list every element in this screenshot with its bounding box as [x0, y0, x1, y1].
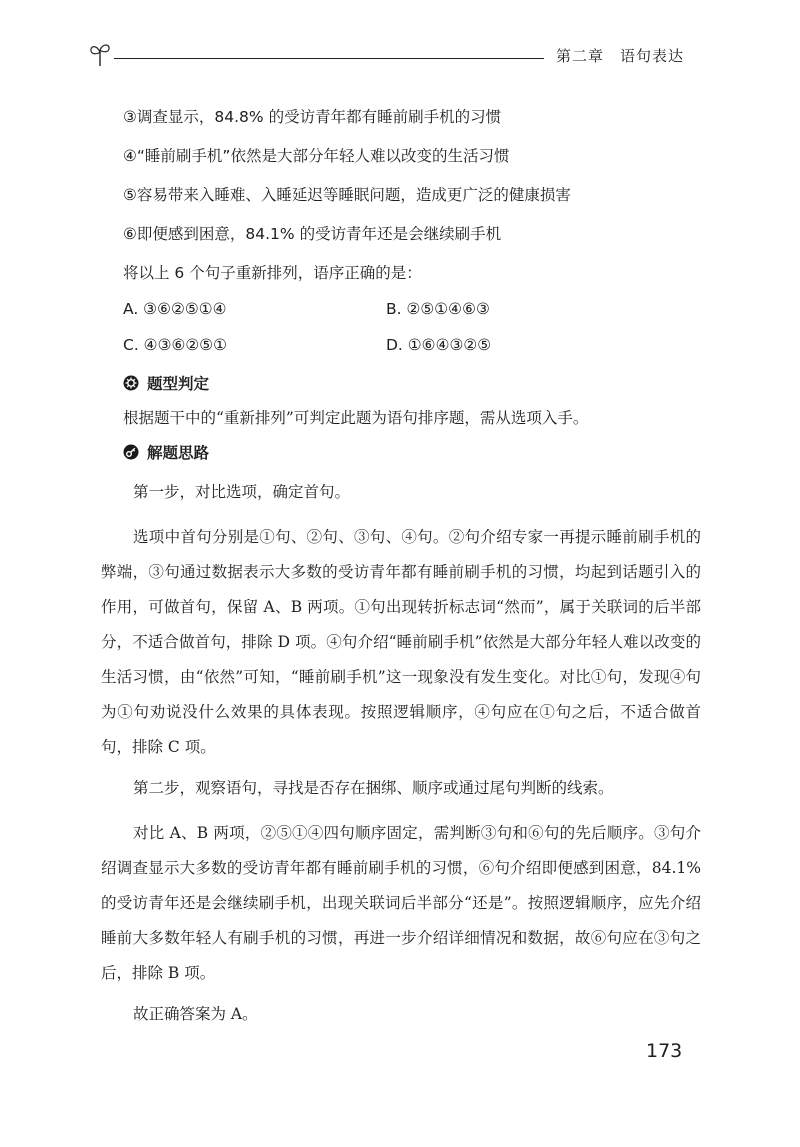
answer-options — [123, 300, 701, 354]
option-a: A. ③⑥②⑤①④ — [123, 300, 227, 318]
question-prompt: 将以上 6 个句子重新排列，语序正确的是： — [123, 264, 422, 282]
type-section-heading — [123, 372, 701, 394]
type-section-title: 题型判定 — [147, 375, 210, 393]
solution-section-title: 解题思路 — [147, 444, 210, 462]
solution-answer: 故正确答案为 A。 — [133, 1005, 258, 1023]
type-section-text: 根据题干中的“重新排列”可判定此题为语句排序题，需从选项入手。 — [123, 409, 589, 427]
sentence-6: ⑥即便感到困意，84.1% 的受访青年还是会继续刷手机 — [123, 225, 502, 243]
sentence-3: ③调查显示，84.8% 的受访青年都有睡前刷手机的习惯 — [123, 108, 502, 126]
gear-icon — [123, 375, 139, 391]
running-header — [88, 40, 708, 70]
option-c: C. ④③⑥②⑤① — [123, 336, 228, 354]
sentence-5: ⑤容易带来入睡难、入睡延迟等睡眠问题，造成更广泛的健康损害 — [123, 186, 571, 204]
solution-step-2: 第二步，观察语句，寻找是否存在捆绑、顺序或通过尾句判断的线索。 — [133, 779, 614, 797]
solution-step-1: 第一步，对比选项，确定首句。 — [133, 483, 351, 501]
option-d: D. ①⑥④③②⑤ — [386, 336, 492, 354]
sentence-4: ④“睡前刷手机”依然是大部分年轻人难以改变的生活习惯 — [123, 147, 510, 165]
page-number: 173 — [646, 1040, 683, 1062]
option-b: B. ②⑤①④⑥③ — [386, 300, 490, 318]
header-rule — [114, 58, 544, 59]
key-icon — [123, 444, 139, 460]
chapter-title: 第二章 语句表达 — [556, 47, 685, 65]
page-content — [101, 105, 701, 1038]
solution-paragraph-1: 选项中首句分别是①句、②句、③句、④句。②句介绍专家一再提示睡前刷手机的弊端，③句通过数据表示大多数的受访青年都有睡前刷手机的习惯，均起到话题引入的作用，可做首句，保留 A、B 两项。①句出现转折标志词“然而”，属于关联词的后半部分，不适合做首句，排除 D 项。④句介绍“睡前刷手机”依然是大部分年轻人难以改变的生活习惯，由“依然”可知，“睡前刷手机”这一现象没有发生变化。对比①句，发现④句为①句劝说没什么效果的具体表现。按照逻辑顺序，④句应在①句之后，不适合做首句，排除 C 项。 — [101, 528, 701, 756]
solution-paragraph-2: 对比 A、B 两项，②⑤①④四句顺序固定，需判断③句和⑥句的先后顺序。③句介绍调查显示大多数的受访青年都有睡前刷手机的习惯，⑥句介绍即便感到困意，84.1% 的受访青年还是会继续刷手机，出现关联词后半部分“还是”。按照逻辑顺序，应先介绍睡前大多数年轻人有刷手机的习惯，再进一步介绍详细情况和数据，故⑥句应在③句之后，排除 B 项。 — [101, 824, 701, 982]
solution-section-heading — [123, 441, 701, 463]
sprout-icon — [88, 40, 112, 68]
